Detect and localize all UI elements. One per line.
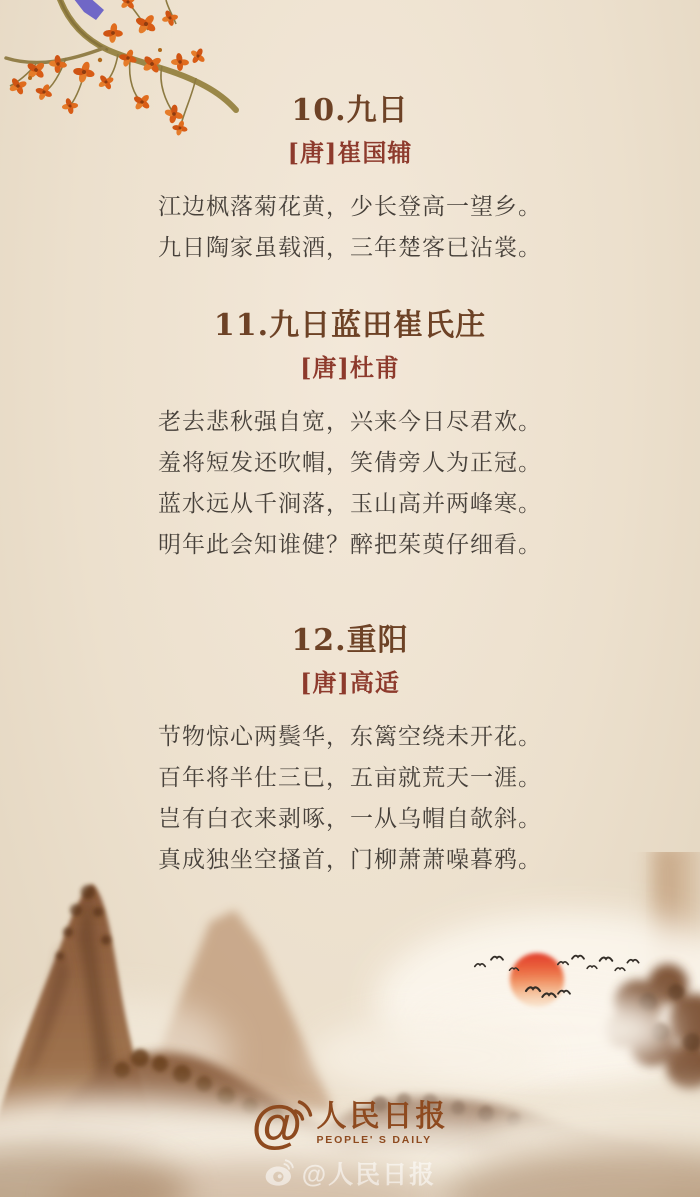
poem-section-10 (0, 88, 700, 269)
poem-line: 百年将半仕三已，五亩就荒天一涯。 (158, 765, 542, 791)
logo-text (317, 1101, 449, 1146)
poem-author: [唐]杜甫 (300, 353, 400, 382)
poem-line: 节物惊心两鬓华，东篱空绕未开花。 (158, 724, 542, 750)
watermark-text: @人民日报 (301, 1161, 437, 1189)
weibo-watermark (264, 1155, 436, 1191)
poem-title: 12.重阳 (291, 623, 409, 658)
poem-line: 老去悲秋强自宽，兴来今日尽君欢。 (158, 409, 542, 435)
at-symbol: @ (251, 1096, 303, 1154)
poem-line: 真成独坐空搔首，门柳萧萧噪暮鸦。 (158, 847, 542, 873)
poem-author: [唐]高适 (300, 668, 400, 697)
poem-line: 羞将短发还吹帽，笑倩旁人为正冠。 (158, 450, 542, 476)
logo-english-name: PEOPLE' S DAILY (316, 1134, 432, 1146)
poem-line: 江边枫落菊花黄，少长登高一望乡。 (158, 194, 542, 220)
poem-line: 岂有白衣来剥啄，一从乌帽自欹斜。 (158, 806, 542, 832)
blue-bird-tail-icon (70, 0, 104, 20)
logo-chinese-name: 人民日报 (316, 1100, 449, 1133)
poem-title: 10.九日 (291, 93, 409, 128)
poem-line: 明年此会知谁健？醉把茱萸仔细看。 (158, 532, 542, 558)
peoples-daily-logo (252, 1094, 449, 1154)
poem-author: [唐]崔国辅 (287, 138, 413, 167)
poem-body (0, 402, 700, 566)
poem-body (0, 187, 700, 269)
poem-line: 九日陶家虽载酒，三年楚客已沾裳。 (158, 235, 542, 261)
weibo-icon (264, 1158, 294, 1188)
poem-line: 蓝水远从千涧落，玉山高并两峰寒。 (158, 491, 542, 517)
poem-section-11 (0, 303, 700, 566)
poem-title: 11.九日蓝田崔氏庄 (213, 308, 487, 343)
at-signal-icon (252, 1094, 314, 1154)
poem-section-12 (0, 618, 700, 881)
